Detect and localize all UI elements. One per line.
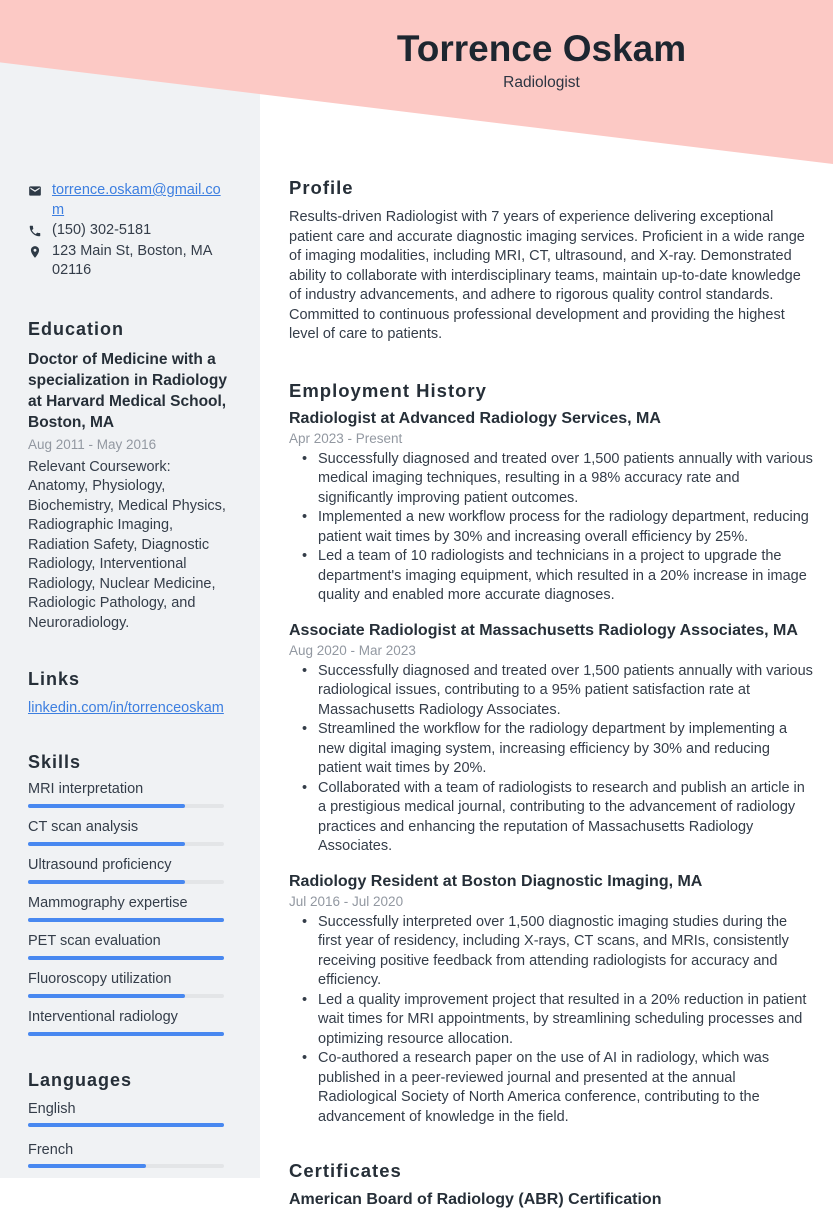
address: 123 Main St, Boston, MA 02116 <box>52 242 212 278</box>
candidate-title: Radiologist <box>503 73 580 91</box>
job-bullet: • Collaborated with a team of radiologists to research and publish an article in a prestigious medical journal, contributing to the advancement of radiology practices and enhancing the reputation of Massachusetts Radiology Associates. <box>289 779 813 857</box>
job-bullet: • Implemented a new workflow process for the radiology department, reducing patient wait times by 30% and increasing overall efficiency by 25%. <box>289 508 813 547</box>
language-item <box>28 1100 227 1127</box>
contact-email-row <box>28 181 227 220</box>
job-title: Associate Radiologist at Massachusetts Radiology Associates, MA <box>289 621 798 639</box>
profile-text: Results-driven Radiologist with 7 years of experience delivering exceptional patient care and accurate diagnostic imaging services. Proficient in a wide range of imaging modalities, including MRI, CT, ultrasound, and X-ray. Demonstrated ability to collaborate with interdisciplinary teams, maintain up-to-date knowledge of industry advancements, and adhere to rigorous quality control standards. Committed to continuous professional development and providing the highest level of care to patients. <box>289 209 805 342</box>
skill-label: CT scan analysis <box>28 818 139 835</box>
job-dates: Jul 2016 - Jul 2020 <box>289 893 404 909</box>
skill-bar <box>28 842 224 846</box>
skill-item <box>28 856 227 884</box>
employment-heading: Employment History <box>289 379 487 401</box>
job-bullets <box>289 450 813 606</box>
job-bullet: • Led a team of 10 radiologists and technicians in a project to upgrade the department's imaging equipment, which resulted in a 20% increase in image quality and enabled more accurate diagnoses. <box>289 547 813 606</box>
job-bullets <box>289 662 813 857</box>
language-label: English <box>28 1100 76 1117</box>
language-bar-fill <box>28 1164 146 1168</box>
contact-phone-row <box>28 221 227 241</box>
email-link[interactable]: torrence.oskam@gmail.com <box>52 182 221 218</box>
job-bullet: • Co-authored a research paper on the use of AI in radiology, which was published in a peer-reviewed journal and presented at the annual Radiological Society of North America conference, contributing to the advancement of knowledge in the field. <box>289 1049 813 1127</box>
education-heading: Education <box>28 318 125 339</box>
education-details: Relevant Coursework: Anatomy, Physiology, Biochemistry, Medical Physics, Radiographic Imaging, Radiation Safety, Diagnostic Radiology, Interventional Radiology, Nuclear Medicine, Radiologic Pathology, and Neuroradiology. <box>28 458 226 631</box>
skill-bar-fill <box>28 880 185 884</box>
skill-item <box>28 1008 227 1036</box>
skill-bar-fill <box>28 918 224 922</box>
skill-item <box>28 932 227 960</box>
profile-heading: Profile <box>289 177 354 198</box>
skill-label: Mammography expertise <box>28 894 188 911</box>
education-dates: Aug 2011 - May 2016 <box>28 436 157 452</box>
skill-item <box>28 780 227 808</box>
skill-label: Fluoroscopy utilization <box>28 970 172 987</box>
job-entry <box>289 620 813 857</box>
skill-label: MRI interpretation <box>28 780 144 797</box>
job-dates: Aug 2020 - Mar 2023 <box>289 642 416 658</box>
languages-list <box>28 1100 227 1168</box>
job-bullet: • Successfully diagnosed and treated over 1,500 patients annually with various radiological issues, contributing to a 95% patient satisfaction rate at Massachusetts Radiology Associates. <box>289 662 813 721</box>
skill-bar <box>28 804 224 808</box>
email-icon <box>28 181 42 198</box>
certificate-title: American Board of Radiology (ABR) Certification <box>289 1191 662 1208</box>
skill-bar <box>28 994 224 998</box>
job-bullet: • Successfully diagnosed and treated over 1,500 patients annually with various medical imaging techniques, resulting in a 98% accuracy rate and significantly improving patient outcomes. <box>289 450 813 509</box>
job-bullet: • Led a quality improvement project that resulted in a 20% reduction in patient wait times for MRI appointments, by streamlining scheduling processes and optimizing resource allocation. <box>289 991 813 1050</box>
skill-item <box>28 970 227 998</box>
skill-bar-fill <box>28 842 185 846</box>
language-item <box>28 1141 227 1168</box>
skill-label: Ultrasound proficiency <box>28 856 172 873</box>
job-entry <box>289 871 813 1128</box>
education-degree: Doctor of Medicine with a specialization in Radiology at Harvard Medical School, Boston, MA <box>28 350 227 431</box>
links-heading: Links <box>28 669 81 689</box>
language-bar <box>28 1123 224 1127</box>
job-entry <box>289 408 813 606</box>
skill-bar-fill <box>28 956 224 960</box>
certificates-heading: Certificates <box>289 1160 402 1181</box>
languages-heading: Languages <box>28 1069 133 1090</box>
language-bar-fill <box>28 1123 224 1127</box>
job-bullet: • Successfully interpreted over 1,500 diagnostic imaging studies during the first year of residency, including X-rays, CT scans, and MRIs, consistently receiving positive feedback from attending radiologists for accuracy and efficiency. <box>289 913 813 991</box>
main-content <box>289 0 813 1210</box>
contact-address-row <box>28 242 227 281</box>
job-title: Radiologist at Advanced Radiology Services, MA <box>289 409 661 427</box>
job-title: Radiology Resident at Boston Diagnostic Imaging, MA <box>289 872 703 890</box>
skills-heading: Skills <box>28 751 82 772</box>
sidebar <box>0 0 260 1178</box>
skill-bar-fill <box>28 804 185 808</box>
phone-icon <box>28 221 42 238</box>
language-label: French <box>28 1141 74 1158</box>
contact-info <box>28 181 227 281</box>
skill-bar <box>28 1032 224 1036</box>
linkedin-link[interactable]: linkedin.com/in/torrenceoskam <box>28 700 224 716</box>
skill-bar <box>28 956 224 960</box>
skill-label: PET scan evaluation <box>28 932 161 949</box>
phone-number: (150) 302-5181 <box>52 222 152 238</box>
skill-bar-fill <box>28 994 185 998</box>
links-list <box>28 699 227 719</box>
skill-label: Interventional radiology <box>28 1008 178 1025</box>
header-text <box>260 28 823 92</box>
skill-item <box>28 818 227 846</box>
skill-item <box>28 894 227 922</box>
skill-bar-fill <box>28 1032 224 1036</box>
skills-list <box>28 780 227 1036</box>
job-dates: Apr 2023 - Present <box>289 430 403 446</box>
job-bullet: • Streamlined the workflow for the radiology department by implementing a new digital imaging system, increasing efficiency by 30% and reducing patient wait times by 20%. <box>289 720 813 779</box>
skill-bar <box>28 918 224 922</box>
candidate-name: Torrence Oskam <box>396 28 687 69</box>
language-bar <box>28 1164 224 1168</box>
location-pin-icon <box>28 242 42 259</box>
skill-bar <box>28 880 224 884</box>
job-bullets <box>289 913 813 1128</box>
